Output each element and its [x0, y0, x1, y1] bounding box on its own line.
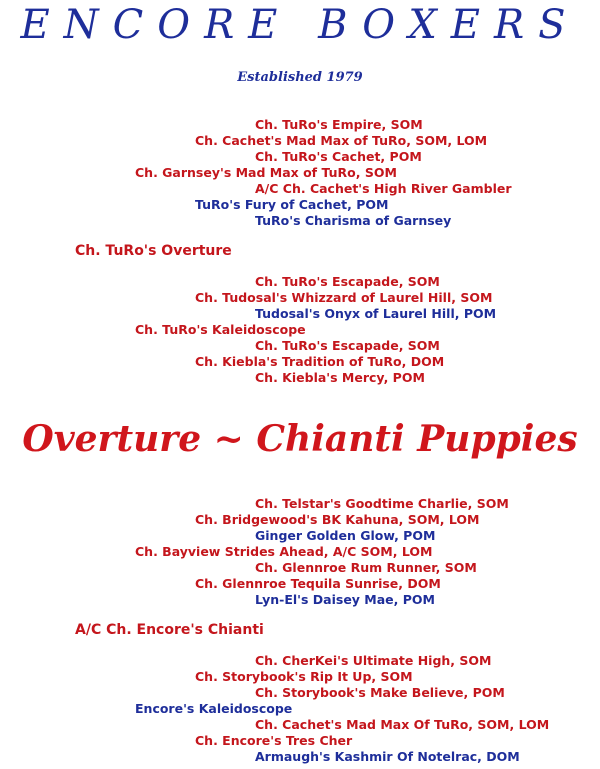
pedigree-sire-line: Ch. TuRo's Cachet, POM — [255, 149, 422, 164]
pedigree-sire-line: Ch. Glennroe Rum Runner, SOM — [255, 560, 477, 575]
pedigree-sire-line: Ch. Storybook's Make Believe, POM — [255, 685, 505, 700]
pedigree-dam-line: Ch. Kiebla's Tradition of TuRo, DOM — [195, 354, 445, 369]
page-title: ENCORE BOXERS — [20, 2, 580, 48]
pedigree-dam-line: TuRo's Fury of Cachet, POM — [195, 197, 389, 212]
pedigree-dam-line: Ginger Golden Glow, POM — [255, 528, 436, 543]
pedigree-dam-line: Ch. Cachet's Mad Max Of TuRo, SOM, LOM — [255, 717, 550, 732]
pedigree-sire-line: Ch. Garnsey's Mad Max of TuRo, SOM — [135, 165, 397, 180]
pedigree-sire-line: Ch. Bayview Strides Ahead, A/C SOM, LOM — [135, 544, 433, 559]
dog-name-overture: Ch. TuRo's Overture — [75, 243, 232, 259]
pedigree-dam-line: Ch. TuRo's Kaleidoscope — [135, 322, 306, 337]
pedigree-dam-line: Armaugh's Kashmir Of Notelrac, DOM — [255, 749, 520, 764]
pedigree-sire-line: A/C Ch. Cachet's High River Gambler — [255, 181, 512, 196]
pedigree-sire-line: Ch. TuRo's Escapade, SOM — [255, 274, 440, 289]
pedigree-sire-line: Ch. Telstar's Goodtime Charlie, SOM — [255, 496, 509, 511]
pedigree-dam-line: Ch. TuRo's Escapade, SOM — [255, 338, 440, 353]
established-line: Established 1979 — [237, 70, 363, 85]
pedigree-dam-line: Ch. Kiebla's Mercy, POM — [255, 370, 425, 385]
pedigree-sire-line: Ch. Tudosal's Whizzard of Laurel Hill, SOM — [195, 290, 493, 305]
pedigree-sire-line: Ch. Storybook's Rip It Up, SOM — [195, 669, 413, 684]
pedigree-dam-line: TuRo's Charisma of Garnsey — [255, 213, 452, 228]
pedigree-sire-line: Ch. Cachet's Mad Max of TuRo, SOM, LOM — [195, 133, 488, 148]
pedigree-sire-line: Ch. TuRo's Empire, SOM — [255, 117, 423, 132]
pedigree-dam-line: Tudosal's Onyx of Laurel Hill, POM — [255, 306, 497, 321]
pedigree-dam-line: Ch. Glennroe Tequila Sunrise, DOM — [195, 576, 441, 591]
litter-headline: Overture ~ Chianti Puppies — [22, 418, 578, 460]
pedigree-sire-line: Ch. Bridgewood's BK Kahuna, SOM, LOM — [195, 512, 480, 527]
pedigree-sire-line: Ch. CherKei's Ultimate High, SOM — [255, 653, 492, 668]
pedigree-dam-line: Ch. Encore's Tres Cher — [195, 733, 353, 748]
pedigree-dam-line: Lyn-El's Daisey Mae, POM — [255, 592, 435, 607]
dog-name-chianti: A/C Ch. Encore's Chianti — [75, 622, 264, 638]
pedigree-dam-line: Encore's Kaleidoscope — [135, 701, 293, 716]
